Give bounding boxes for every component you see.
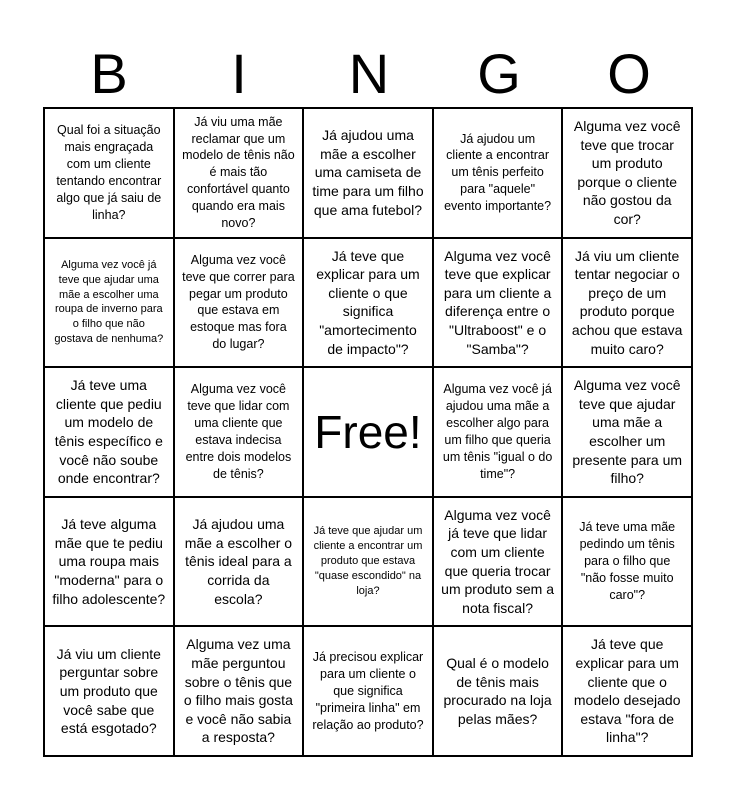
- cell-text: Alguma vez você já ajudou uma mãe a escolher algo para um filho que queria um tênis "igual o do time"?: [442, 382, 553, 481]
- cell-text: Já teve uma mãe pedindo um tênis para o filho que "não fosse muito caro"?: [579, 520, 676, 602]
- bingo-cell[interactable]: [562, 238, 692, 368]
- bingo-cell[interactable]: [433, 108, 563, 238]
- cell-text: Já teve que ajudar um cliente a encontrar um produto que estava "quase escondido" na loja?: [313, 525, 423, 597]
- header-letter-i: I: [231, 42, 247, 105]
- bingo-cell[interactable]: [433, 238, 563, 368]
- bingo-cell[interactable]: [44, 238, 174, 368]
- cell-text: Já viu uma mãe reclamar que um modelo de tênis não é mais tão confortável quanto quando era mais novo?: [182, 114, 295, 230]
- bingo-cell[interactable]: [303, 108, 433, 238]
- cell-text: Alguma vez uma mãe perguntou sobre o tênis que o filho mais gosta e você não sabia a resposta?: [183, 636, 293, 746]
- header-letter-o: O: [607, 42, 651, 105]
- cell-text: Já teve que explicar para um cliente que o modelo desejado estava "fora de linha"?: [573, 636, 681, 746]
- cell-text: Já viu um cliente tentar negociar o preço de um produto porque achou que estava muito caro?: [571, 247, 683, 357]
- cell-text: Alguma vez você teve que ajudar uma mãe a escolher um presente para um filho?: [572, 377, 683, 487]
- cell-text: Qual é o modelo de tênis mais procurado na loja pelas mães?: [443, 654, 552, 727]
- cell-text: Já teve que explicar para um cliente o que significa "amortecimento de impacto"?: [316, 247, 420, 357]
- cell-text: Já viu um cliente perguntar sobre um produto que você sabe que está esgotado?: [56, 645, 161, 737]
- bingo-cell[interactable]: [562, 626, 692, 756]
- bingo-cell[interactable]: [562, 108, 692, 238]
- header-letter-b: B: [90, 42, 128, 105]
- bingo-cell[interactable]: [174, 497, 304, 627]
- bingo-header: [44, 40, 694, 108]
- header-letter-n: N: [348, 42, 390, 105]
- bingo-cell[interactable]: [433, 367, 563, 497]
- cell-text: Já teve alguma mãe que te pediu uma roupa mais "moderna" para o filho adolescente?: [52, 516, 166, 607]
- bingo-grid: [43, 107, 693, 757]
- cell-text: Alguma vez você teve que explicar para um cliente a diferença entre o "Ultraboost" e o "Samba"?: [443, 247, 552, 357]
- bingo-cell[interactable]: [44, 367, 174, 497]
- bingo-cell[interactable]: [44, 626, 174, 756]
- bingo-cell[interactable]: [174, 108, 304, 238]
- cell-text: Qual foi a situação mais engraçada com um cliente tentando encontrar algo que já saiu de linha?: [56, 123, 162, 222]
- cell-text: Já precisou explicar para um cliente o que significa "primeira linha" em relação ao produto?: [312, 650, 424, 732]
- bingo-cell[interactable]: [303, 238, 433, 368]
- cell-text: Alguma vez você já teve que lidar com um cliente que queria trocar um produto sem a nota fiscal?: [441, 506, 555, 616]
- cell-text: Já teve uma cliente que pediu um modelo de tênis específico e você não soube onde encontrar?: [54, 377, 163, 487]
- bingo-cell[interactable]: [433, 497, 563, 627]
- header-letter-g: G: [477, 42, 521, 105]
- bingo-cell[interactable]: [303, 497, 433, 627]
- cell-text: Já ajudou um cliente a encontrar um tênis perfeito para "aquele" evento importante?: [444, 131, 552, 214]
- cell-text: Já ajudou uma mãe a escolher o tênis ideal para a corrida da escola?: [184, 516, 293, 607]
- bingo-cell[interactable]: [303, 626, 433, 756]
- bingo-cell[interactable]: [174, 367, 304, 497]
- cell-text: Alguma vez você teve que trocar um produto porque o cliente não gostou da cor?: [573, 117, 681, 228]
- cell-text: Alguma vez você já teve que ajudar uma mãe a escolher uma roupa de inverno para o filho que não gostava de nenhuma?: [54, 258, 164, 346]
- bingo-cell[interactable]: [44, 497, 174, 627]
- cell-text: Já ajudou uma mãe a escolher uma camiseta de time para um filho que ama futebol?: [312, 127, 424, 218]
- bingo-cell[interactable]: [174, 238, 304, 368]
- free-cell[interactable]: [303, 367, 433, 497]
- bingo-cell[interactable]: [562, 497, 692, 627]
- bingo-cell[interactable]: [44, 108, 174, 238]
- bingo-cell[interactable]: [562, 367, 692, 497]
- bingo-cell[interactable]: [174, 626, 304, 756]
- cell-text: Alguma vez você teve que lidar com uma cliente que estava indecisa entre dois modelos de tênis?: [185, 382, 292, 481]
- free-label: Free!: [314, 405, 422, 458]
- bingo-cell[interactable]: [433, 626, 563, 756]
- cell-text: Alguma vez você teve que correr para pegar um produto que estava em estoque mas fora do lugar?: [182, 252, 295, 352]
